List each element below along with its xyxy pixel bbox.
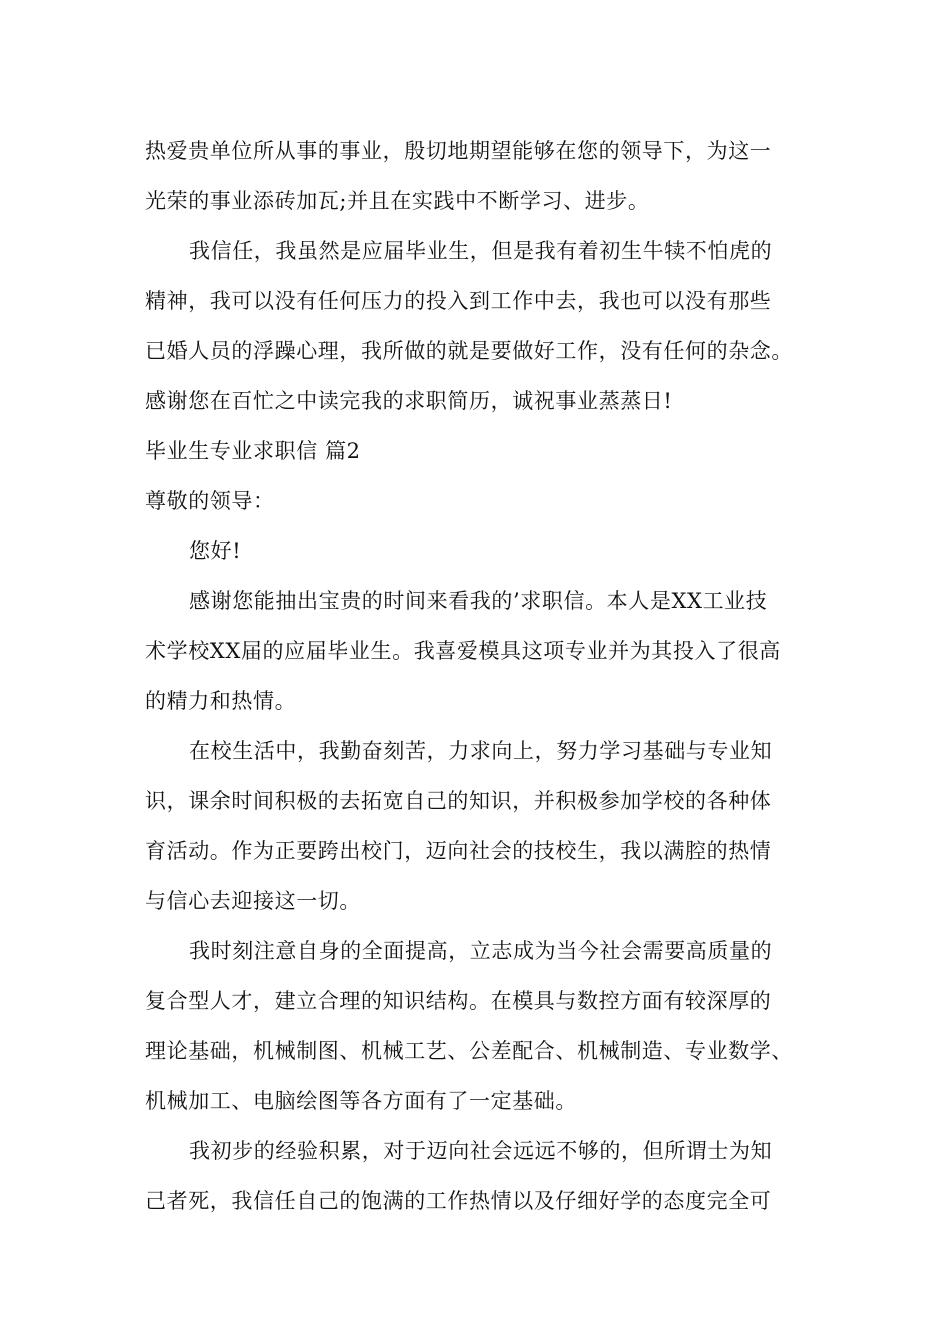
paragraph-line: 热爱贵单位所从事的事业，殷切地期望能够在您的领导下，为这一	[145, 139, 772, 163]
paragraph-line: 复合型人才，建立合理的知识结构。在模具与数控方面有较深厚的	[145, 989, 772, 1013]
paragraph-line: 机械加工、电脑绘图等各方面有了一定基础。	[145, 1089, 577, 1113]
paragraph-line: 与信心去迎接这一切。	[145, 889, 361, 913]
paragraph-line: 育活动。作为正要跨出校门，迈向社会的技校生，我以满腔的热情	[145, 839, 772, 863]
paragraph-line: 我时刻注意自身的全面提高，立志成为当今社会需要高质量的	[189, 939, 773, 963]
paragraph-line: 光荣的事业添砖加瓦;并且在实践中不断学习、进步。	[145, 189, 650, 213]
paragraph-line: 术学校XX届的应届毕业生。我喜爱模具这项专业并为其投入了很高	[145, 639, 781, 663]
greeting: 您好!	[189, 539, 242, 563]
paragraph-line: 的精力和热情。	[145, 689, 297, 713]
paragraph-line: 在校生活中，我勤奋刻苦，力求向上，努力学习基础与专业知	[189, 739, 773, 763]
paragraph-line: 感谢您在百忙之中读完我的求职简历，诚祝事业蒸蒸日!	[145, 389, 673, 413]
salutation: 尊敬的领导：	[145, 489, 275, 513]
paragraph-line: 我信任，我虽然是应届毕业生，但是我有着初生牛犊不怕虎的	[189, 239, 773, 263]
paragraph-line: 已婚人员的浮躁心理，我所做的就是要做好工作，没有任何的杂念。	[145, 339, 793, 363]
paragraph-line: 感谢您能抽出宝贵的时间来看我的’求职信。本人是XX工业技	[189, 589, 768, 613]
section-heading: 毕业生专业求职信 篇2	[145, 439, 361, 463]
paragraph-line: 识，课余时间积极的去拓宽自己的知识，并积极参加学校的各种体	[145, 789, 772, 813]
paragraph-line: 我初步的经验积累，对于迈向社会远远不够的，但所谓士为知	[189, 1139, 773, 1163]
paragraph-line: 己者死，我信任自己的饱满的工作热情以及仔细好学的态度完全可	[145, 1189, 772, 1213]
paragraph-line: 精神，我可以没有任何压力的投入到工作中去，我也可以没有那些	[145, 289, 772, 313]
paragraph-line: 理论基础，机械制图、机械工艺、公差配合、机械制造、专业数学、	[145, 1039, 793, 1063]
